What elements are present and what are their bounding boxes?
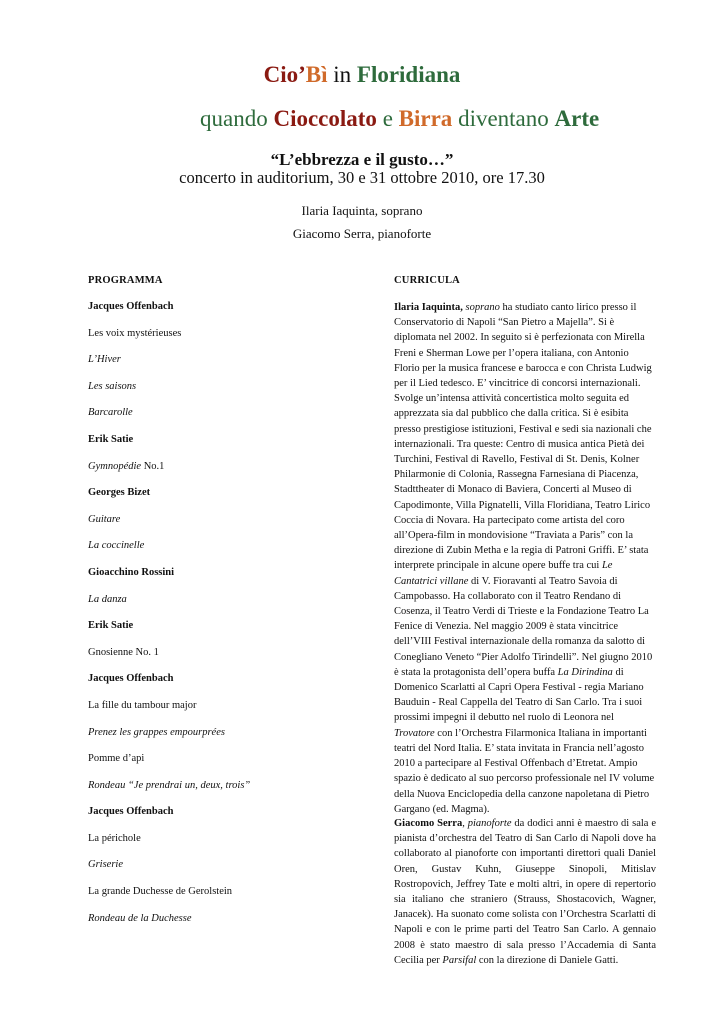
cv-iaquinta-text-4: con l’Orchestra Filarmonica Italiana in importanti teatri del Nord Italia. E’ stata invitata in Francia nell’agosto 2010 a partecipare al Festival Offenbach d’Etretat. Ampio spazio è dedicato al suo percorso professionale nel IV volume della Nuova Enciclopedia della canzone napoletana di Pietro Gargano (ed. Magma). [394,727,655,815]
programma-piece-number: No.1 [141,460,165,472]
cv-iaquinta-text-3: di Domenico Scarlatti al Capri Opera Festival - regia Mariano Bauduin - Real Cappella del Teatro di San Carlo. Tra i suoi prossimi impegni il debutto nel ruolo di Leonora nel [394,666,644,724]
title-e: e [376,106,399,131]
programma-piece: Rondeau “Je prendrai un, deux, trois” [88,779,251,791]
title-quando: quando [200,106,274,131]
programma-piece: Barcarolle [88,407,133,419]
cv-serra-name: Giacomo Serra [394,818,463,829]
cv-iaquinta-text-2: di V. Fioravanti al Teatro Savoia di Campobasso. Ha collaborato con il Teatro Rendano di Cosenza, il Teatro Verdi di Trieste e la Fondazione Teatro La Fenice di Venezia. Nel maggio 2009 è stata vincitrice dell’VIII Festival internazionale della romanza da salotto di Conegliano Veneto “Pier Adolfo Tirindelli”. Nel giugno 2010 è stata la protagonista dell’opera buffa [394,575,653,678]
programma-composer: Jacques Offenbach [88,301,174,312]
cv-iaquinta-work-3: Trovatore [394,727,435,739]
performer-piano: Giacomo Serra, pianoforte [292,226,432,241]
programma-composer: Jacques Offenbach [88,673,174,685]
title-diventano: diventano [452,106,555,131]
programma-piece: La périchole [88,832,141,844]
cv-iaquinta-role: soprano [465,302,500,313]
title-floridiana: Floridiana [356,62,461,87]
programma-list [88,300,368,938]
title-birra: Birra [398,106,453,131]
programma-composer: Erik Satie [88,433,134,445]
cv-serra-role: pianoforte [467,818,512,829]
programma-composer: Georges Bizet [88,487,151,499]
cv-iaquinta-work-1: Le Cantatrici villane [394,560,613,587]
title-line-1 [0,62,724,88]
programma-piece: L’Hiver [88,354,121,366]
cv-iaquinta-text-1: ha studiato canto lirico presso il Conservatorio di Napoli “San Pietro a Majella”. Si è diplomata nel 2002. In seguito si è perfezionata con Mirella Freni e Sherman Lowe per l’opera italiana, con Antonio Florio per la musica francese e barocca e con Christa Ludwig per il Lied tedesco. E’ vincitrice di concorsi internazionali. Svolge un’intensa attività concertistica molto seguita ed apprezzata sia dal pubblico che dalla critica. Si è esibita presso prestigiose istituzioni, Festival e sedi sia nazionali che internazionali. Tra queste: Centro di musica antica Pietà dei Turchini, Festival di Ravello, Festival di St. Denis, Kolner Philarmonie di Colonia, Rassegna Farnesiana di Piacenza, Stadttheater di Monaco di Baviera, Concerti al Museo di Capodimonte, Villa Pignatelli, Villa Floridiana, Teatro Lirico Coccia di Novara. Ha partecipato come artista del coro all’Opera-film in mondovisione “Traviata a Paris” con la direzione di Zubin Metha e la regia di Patroni Griffi. E’ stata interprete principale in alcune opere buffe tra cui [394,302,652,572]
title-in: in [327,62,357,87]
programma-piece: Guitare [88,513,121,525]
programma-piece-title: Gymnopédie [88,460,142,472]
programma-piece: La danza [88,593,127,605]
title-line-2 [200,106,599,132]
cv-serra-text-1: da dodici anni è maestro di sala e pianista d’orchestra del Teatro di San Carlo di Napoli dove ha collaborato al pianoforte con importanti direttori quali Daniel Oren, Gustav Kuhn, Giuseppe Sinopoli, Mitislav Rostropovich, Jeffrey Tate e molti altri, in opere di repertorio sia italiano che straniero (Strauss, Shostacovich, Wagner, Janacek). Ha suonato come solista con l’Orchestra Scarlatti di Napoli e con le prime parti del Teatro San Carlo. A gennaio 2008 è stato maestro di sala presso l’Accademia di Santa Cecilia per [394,818,656,966]
programma-heading: PROGRAMMA [88,275,163,286]
programma-composer: Erik Satie [88,620,134,632]
cv-iaquinta [394,300,656,817]
programma-piece: Prenez les grappes empourprées [88,726,225,738]
title-cio: Cio’ [263,62,306,87]
programma-piece: La grande Duchesse de Gerolstein [88,886,233,898]
concert-date: concerto in auditorium, 30 e 31 ottobre 2010, ore 17.30 [179,168,545,187]
programma-piece: Les saisons [88,380,137,392]
title-arte: Arte [554,106,600,131]
performer-soprano: Ilaria Iaquinta, soprano [301,203,423,218]
programma-composer: Gioacchino Rossini [88,566,175,578]
programma-piece: Rondeau de la Duchesse [88,912,192,924]
curricula-heading: CURRICULA [394,275,460,286]
cv-serra [394,816,656,968]
programma-composer: Jacques Offenbach [88,806,174,818]
concert-subtitle: “L’ebbrezza e il gusto…” [270,150,454,169]
title-cioccolato: Cioccolato [273,106,377,131]
programma-piece: La fille du tambour major [88,699,197,711]
title-bi: Bì [305,62,328,87]
cv-serra-text-2: con la direzione di Daniele Gatti. [476,954,619,966]
cv-serra-work-1: Parsifal [442,954,477,966]
programma-piece: Pomme d’api [88,753,145,765]
programma-piece: Griserie [88,859,123,871]
programma-piece: Gnosienne No. 1 [88,646,159,658]
cv-serra-comma: , [462,818,468,829]
cv-iaquinta-work-2: La Dirindina [557,666,613,678]
programma-piece [88,460,368,487]
cv-iaquinta-name: Ilaria Iaquinta, [394,302,463,313]
programma-piece: Les voix mystérieuses [88,327,182,339]
programma-piece: La coccinelle [88,540,145,552]
